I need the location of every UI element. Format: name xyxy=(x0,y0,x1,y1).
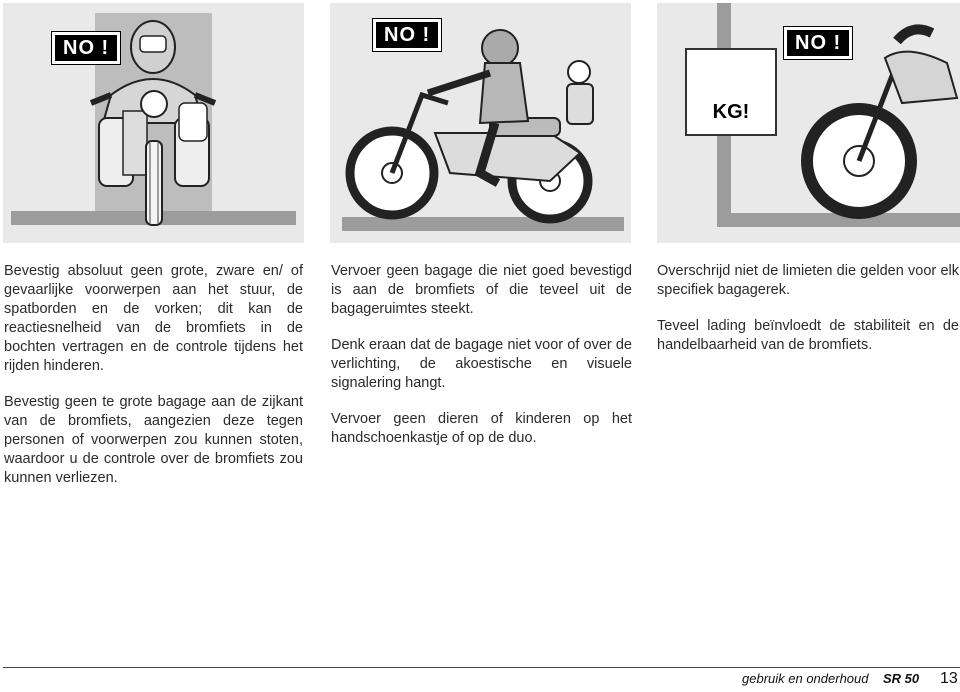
front-rider-drawing xyxy=(3,3,304,243)
footer-divider xyxy=(3,667,960,668)
warning-badge: NO ! xyxy=(52,32,120,64)
paragraph: Vervoer geen bagage die niet goed bevestigd is aan de bromfiets of die teveel uit de bagageruimtes steekt. xyxy=(331,263,632,317)
page-number: 13 xyxy=(940,670,958,687)
paragraph: Bevestig absoluut geen grote, zware en/ of gevaarlijke voorwerpen aan het stuur, de spatborden en de vorken; dit kan de reactiesnelheid van de bromfiets in de bochten vertragen en de controle tijdens het rijden hinderen. xyxy=(4,263,303,374)
illustration-front-rider xyxy=(3,3,304,243)
paragraph: Denk eraan dat de bagage niet voor of over de verlichting, de akoestische en visuele signalering hangt. xyxy=(331,337,632,391)
paragraph: Bevestig geen te grote bagage aan de zijkant van de bromfiets, aangezien deze tegen personen of voorwerpen zou kunnen stoten, waardoor u de controle over de bromfiets zou kunnen verliezen. xyxy=(4,394,303,486)
paragraph: Teveel lading beïnvloedt de stabiliteit en de handelbaarheid van de bromfiets. xyxy=(657,318,959,353)
text-column-right xyxy=(657,262,959,372)
warning-badge: NO ! xyxy=(373,19,441,51)
footer-section-title: gebruik en onderhoud xyxy=(742,671,869,686)
text-column-middle xyxy=(331,262,632,465)
paragraph: Vervoer geen dieren of kinderen op het handschoenkastje of op de duo. xyxy=(331,411,632,446)
illustration-side-rider-child xyxy=(330,3,631,243)
illustration-rack-overload xyxy=(657,3,960,243)
paragraph: Overschrijd niet de limieten die gelden voor elk specifiek bagagerek. xyxy=(657,263,959,298)
footer-model-name: SR 50 xyxy=(883,671,920,686)
text-column-left xyxy=(4,262,303,505)
weight-warning-box xyxy=(685,48,777,136)
warning-badge: NO ! xyxy=(784,27,852,59)
weight-warning-label: KG! xyxy=(712,101,750,123)
